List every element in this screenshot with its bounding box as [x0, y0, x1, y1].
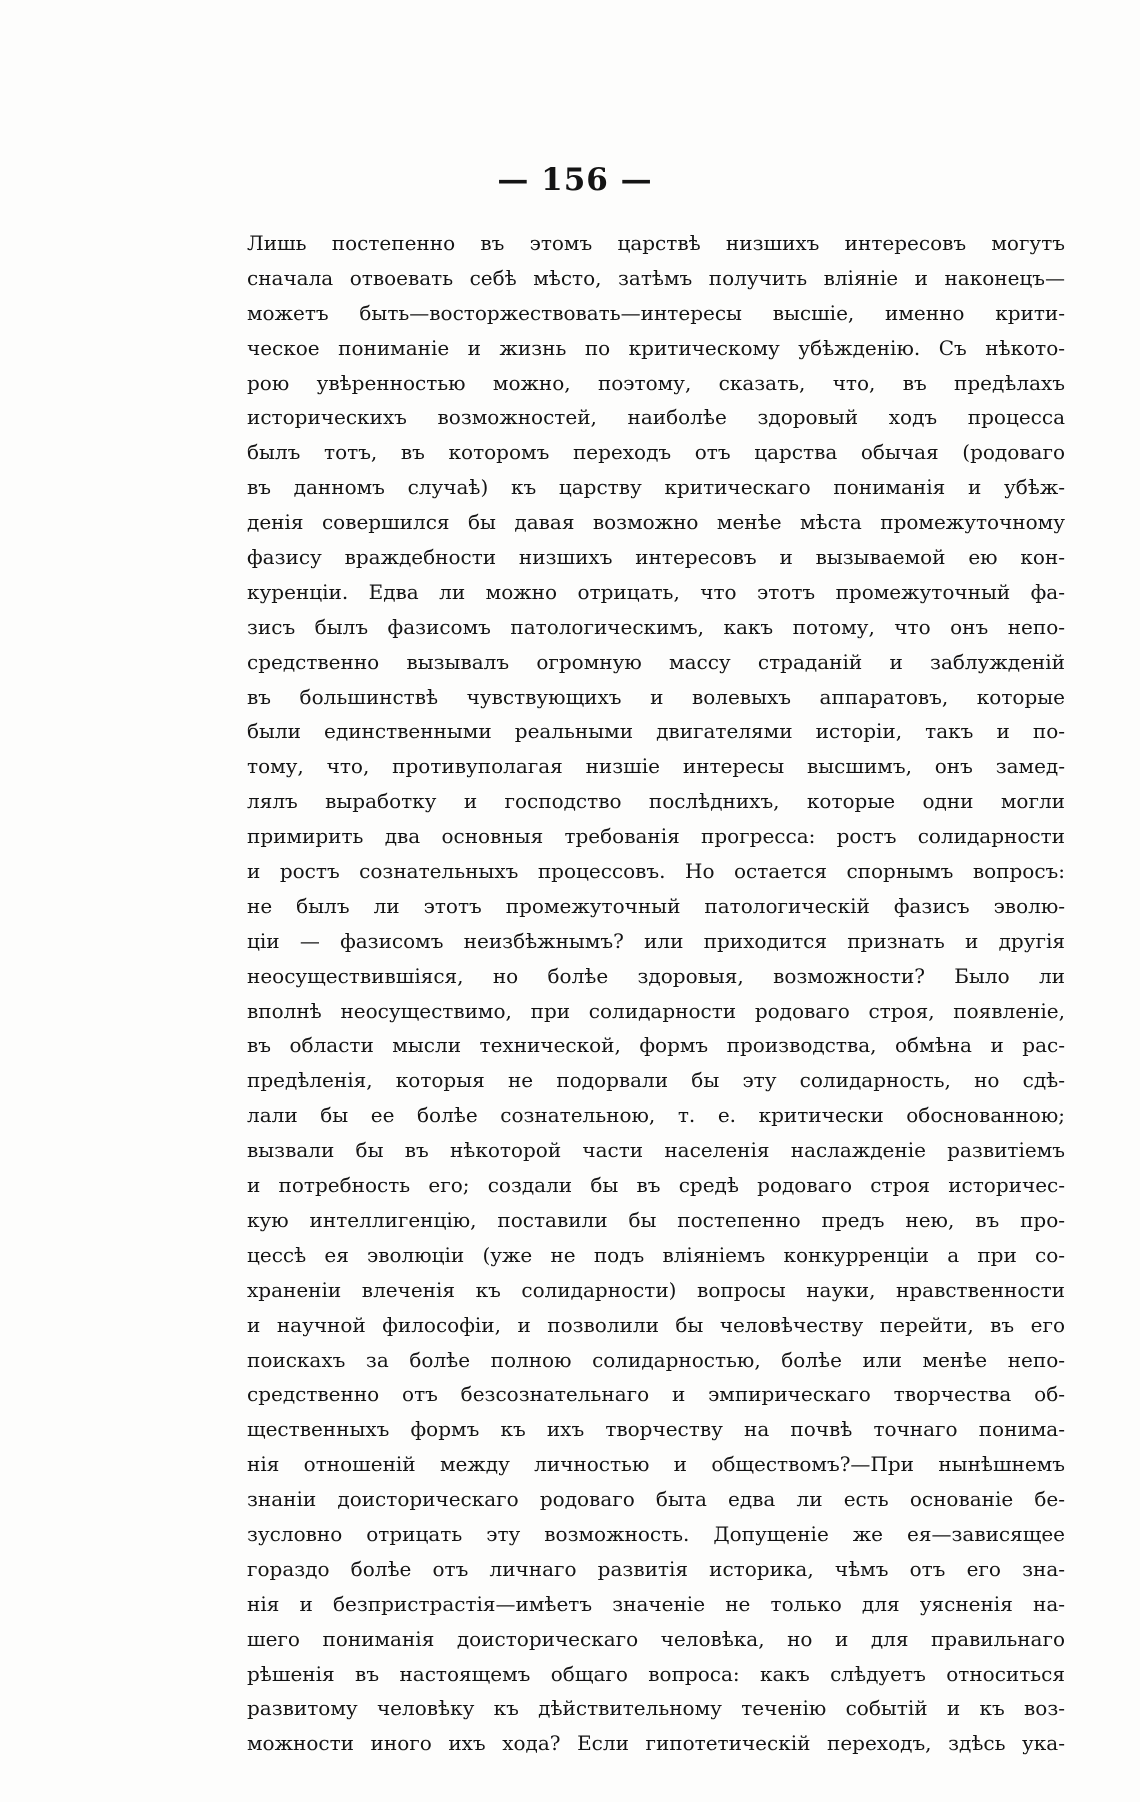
text-line: и научной философіи, и позволили бы человѣчеству перейти, въ его	[247, 1312, 1065, 1337]
text-line: примирить два основныя требованія прогресса: ростъ солидарности	[247, 824, 1065, 849]
text-line: ціи — фазисомъ неизбѣжнымъ? или приходится признать и другія	[247, 928, 1065, 953]
text-line: тому, что, противуполагая низшіе интересы высшимъ, онъ замед-	[247, 754, 1065, 779]
text-line: въ области мысли технической, формъ производства, обмѣна и рас-	[247, 1033, 1065, 1058]
text-line: рою увѣренностью можно, поэтому, сказать, что, въ предѣлахъ	[247, 370, 1065, 395]
text-line: въ данномъ случаѣ) къ царству критическаго пониманія и убѣж-	[247, 475, 1065, 500]
text-line: нія и безпристрастія—имѣетъ значеніе не только для уясненія на-	[247, 1591, 1065, 1616]
text-line: Лишь постепенно въ этомъ царствѣ низшихъ интересовъ могутъ	[247, 231, 1065, 255]
text-line: средственно вызывалъ огромную массу страданій и заблужденій	[247, 649, 1065, 674]
text-line: кую интеллигенцію, поставили бы постепенно предъ нею, въ про-	[247, 1207, 1065, 1232]
text-line: храненіи влеченія къ солидарности) вопросы науки, нравственности	[247, 1277, 1065, 1302]
text-line: предѣленія, которыя не подорвали бы эту солидарность, но сдѣ-	[247, 1068, 1065, 1093]
text-line: рѣшенія въ настоящемъ общаго вопроса: какъ слѣдуетъ относиться	[247, 1661, 1065, 1686]
text-line: щественныхъ формъ къ ихъ творчеству на почвѣ точнаго понима-	[247, 1417, 1065, 1442]
text-line: и потребность его; создали бы въ средѣ родоваго строя историчес-	[247, 1173, 1065, 1198]
text-line: денія совершился бы давая возможно менѣе мѣста промежуточному	[247, 510, 1065, 535]
text-line: вполнѣ неосуществимо, при солидарности родоваго строя, появленіе,	[247, 998, 1065, 1023]
text-line: сначала отвоевать себѣ мѣсто, затѣмъ получить вліяніе и наконецъ—	[247, 265, 1065, 290]
text-line: и ростъ сознательныхъ процессовъ. Но остается спорнымъ вопросъ:	[247, 859, 1065, 884]
text-line: средственно отъ безсознательнаго и эмпирическаго творчества об-	[247, 1382, 1065, 1407]
text-line: въ большинствѣ чувствующихъ и волевыхъ аппаратовъ, которые	[247, 684, 1065, 709]
text-line: знаніи доисторическаго родоваго быта едва ли есть основаніе бе-	[247, 1487, 1065, 1512]
text-line: цессѣ ея эволюціи (уже не подъ вліяніемъ конкурренціи а при со-	[247, 1242, 1065, 1267]
text-line: фазису враждебности низшихъ интересовъ и вызываемой ею кон-	[247, 545, 1065, 570]
text-line: не былъ ли этотъ промежуточный патологическій фазисъ эволю-	[247, 893, 1065, 918]
text-line: историческихъ возможностей, наиболѣе здоровый ходъ процесса	[247, 405, 1065, 430]
page-number: — 156 —	[497, 162, 653, 198]
text-line: лали бы ее болѣе сознательною, т. е. критически обоснованною;	[247, 1103, 1065, 1128]
body-text	[247, 226, 1065, 1761]
text-line: гораздо болѣе отъ личнаго развитія историка, чѣмъ отъ его зна-	[247, 1556, 1065, 1581]
text-line: были единственными реальными двигателями исторіи, такъ и по-	[247, 719, 1065, 744]
text-line: ческое пониманіе и жизнь по критическому убѣжденію. Съ нѣкото-	[247, 335, 1065, 360]
text-line: зисъ былъ фазисомъ патологическимъ, какъ потому, что онъ непо-	[247, 614, 1065, 639]
text-line: нія отношеній между личностью и обществомъ?—При нынѣшнемъ	[247, 1452, 1065, 1477]
text-line: можности иного ихъ хода? Если гипотетическій переходъ, здѣсь ука-	[247, 1731, 1065, 1756]
text-line: поискахъ за болѣе полною солидарностью, болѣе или менѣе непо-	[247, 1347, 1065, 1372]
text-line: вызвали бы въ нѣкоторой части населенія наслажденіе развитіемъ	[247, 1138, 1065, 1163]
text-line: куренціи. Едва ли можно отрицать, что этотъ промежуточный фа-	[247, 579, 1065, 604]
text-line: можетъ быть—восторжествовать—интересы высшіе, именно крити-	[247, 300, 1065, 325]
text-line: шего пониманія доисторическаго человѣка, но и для правильнаго	[247, 1626, 1065, 1651]
text-line: былъ тотъ, въ которомъ переходъ отъ царства обычая (родоваго	[247, 440, 1065, 465]
text-line: зусловно отрицать эту возможность. Допущеніе же ея—зависящее	[247, 1521, 1065, 1546]
text-line: неосуществившіяся, но болѣе здоровыя, возможности? Было ли	[247, 963, 1065, 988]
text-line: лялъ выработку и господство послѣднихъ, которые одни могли	[247, 789, 1065, 814]
text-line: развитому человѣку къ дѣйствительному теченію событій и къ воз-	[247, 1696, 1065, 1721]
